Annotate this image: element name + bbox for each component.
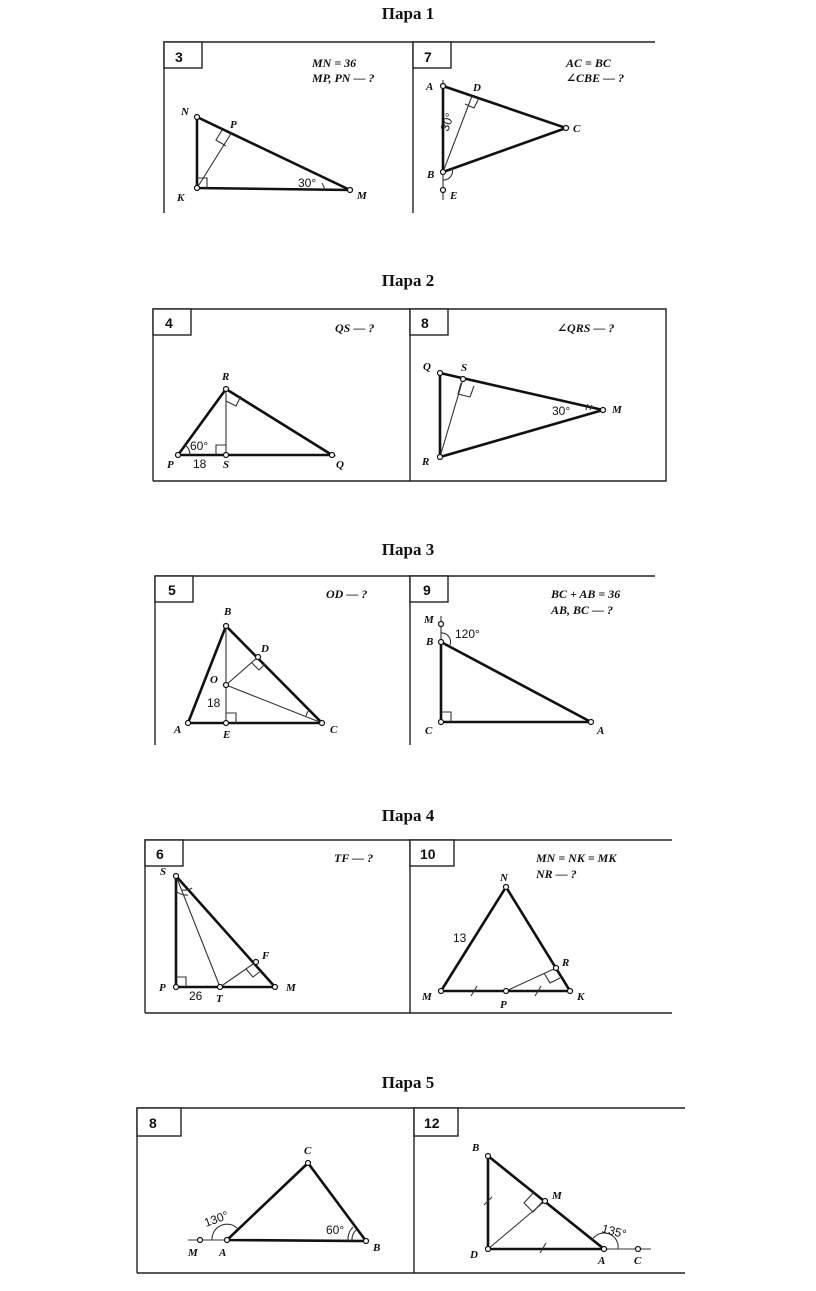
angle-label: 120° [455,627,480,641]
pair-3-left-figure [155,576,410,745]
angle-label: 30° [437,111,458,134]
point-label: S [223,459,230,471]
point-label: C [573,123,581,135]
condition-line-1: TF — ? [334,851,374,865]
pair-5-right-figure [414,1108,685,1273]
angle-label: 60° [190,439,209,453]
problem-number: 5 [168,582,176,598]
pair-2-right-figure [410,309,666,481]
point-label: E [223,729,231,741]
point-label: A [219,1247,227,1259]
length-label: 13 [453,931,467,945]
point-label: K [177,192,185,204]
point-label: R [222,371,230,383]
problem-number: 8 [421,315,429,331]
point-label: B [472,1142,480,1154]
condition-line-1: BC + AB = 36 [551,587,621,601]
point-label: M [286,982,296,994]
point-label: A [598,1255,606,1267]
point-label: P [167,459,174,471]
point-label: M [552,1190,562,1202]
point-label: S [160,866,167,878]
pair-2-left-figure [153,309,410,481]
length-label: 26 [189,989,203,1003]
point-label: O [210,674,218,686]
point-label: N [181,106,189,118]
problem-number: 4 [165,315,173,331]
point-label: R [562,957,570,969]
point-label: S [461,362,468,374]
point-label: N [500,872,508,884]
length-label: 18 [207,696,221,710]
condition-line-1: QS — ? [335,321,375,335]
point-label: P [500,999,507,1011]
condition-line-1: AC = BC [566,56,611,70]
point-label: M [424,614,434,626]
point-label: C [425,725,433,737]
point-label: D [470,1249,478,1261]
problem-number: 6 [156,846,164,862]
pair-1-right-figure [413,42,655,213]
point-label: B [427,169,435,181]
point-label: M [188,1247,198,1259]
problem-number: 10 [420,846,436,862]
pair-3-title: Пара 3 [381,540,435,559]
point-label: R [422,456,430,468]
problem-number: 12 [424,1115,440,1131]
point-label: A [597,725,605,737]
point-label: D [473,82,481,94]
angle-label: 135° [600,1221,628,1242]
point-label: E [450,190,458,202]
pair-5-title: Пара 5 [381,1073,435,1092]
condition-line-2: NR — ? [536,867,577,881]
point-label: B [224,606,232,618]
point-label: C [634,1255,642,1267]
pair-5-left-figure [137,1108,414,1273]
pair-3-right-figure [410,576,655,745]
point-label: D [261,643,269,655]
point-label: P [159,982,166,994]
pair-4-left-figure [145,840,410,1013]
point-label: C [304,1145,312,1157]
point-label: M [422,991,432,1003]
point-label: A [174,724,182,736]
length-label: 18 [193,457,207,471]
angle-label: 30° [552,404,571,418]
pair-4-title: Пара 4 [381,806,435,825]
angle-label: 130° [202,1208,231,1230]
condition-line-1: MN = NK = MK [536,851,617,865]
point-label: K [577,991,585,1003]
point-label: C [330,724,338,736]
condition-line-2: ∠CBE — ? [566,71,625,85]
problem-number: 3 [175,49,183,65]
pair-1-title: Пара 1 [381,4,435,23]
point-label: F [262,950,270,962]
point-label: B [373,1242,381,1254]
condition-line-2: AB, BC — ? [551,603,614,617]
condition-line-1: ∠QRS — ? [557,321,615,335]
point-label: Q [423,361,431,373]
problem-number: 9 [423,582,431,598]
condition-line-1: OD — ? [326,587,368,601]
problem-number: 7 [424,49,432,65]
point-label: B [426,636,434,648]
point-label: Q [336,459,344,471]
point-label: P [230,119,237,131]
point-label: M [612,404,622,416]
problem-number: 8 [149,1115,157,1131]
point-label: A [426,81,434,93]
pair-1-left-figure [164,42,413,213]
angle-label: 60° [326,1223,345,1237]
pair-2-title: Пара 2 [381,271,435,290]
pair-4-right-figure [410,840,672,1013]
condition-line-1: MN = 36 [312,56,357,70]
angle-label: 30° [298,176,317,190]
point-label: T [216,993,223,1005]
point-label: M [357,190,367,202]
condition-line-2: MP, PN — ? [312,71,375,85]
